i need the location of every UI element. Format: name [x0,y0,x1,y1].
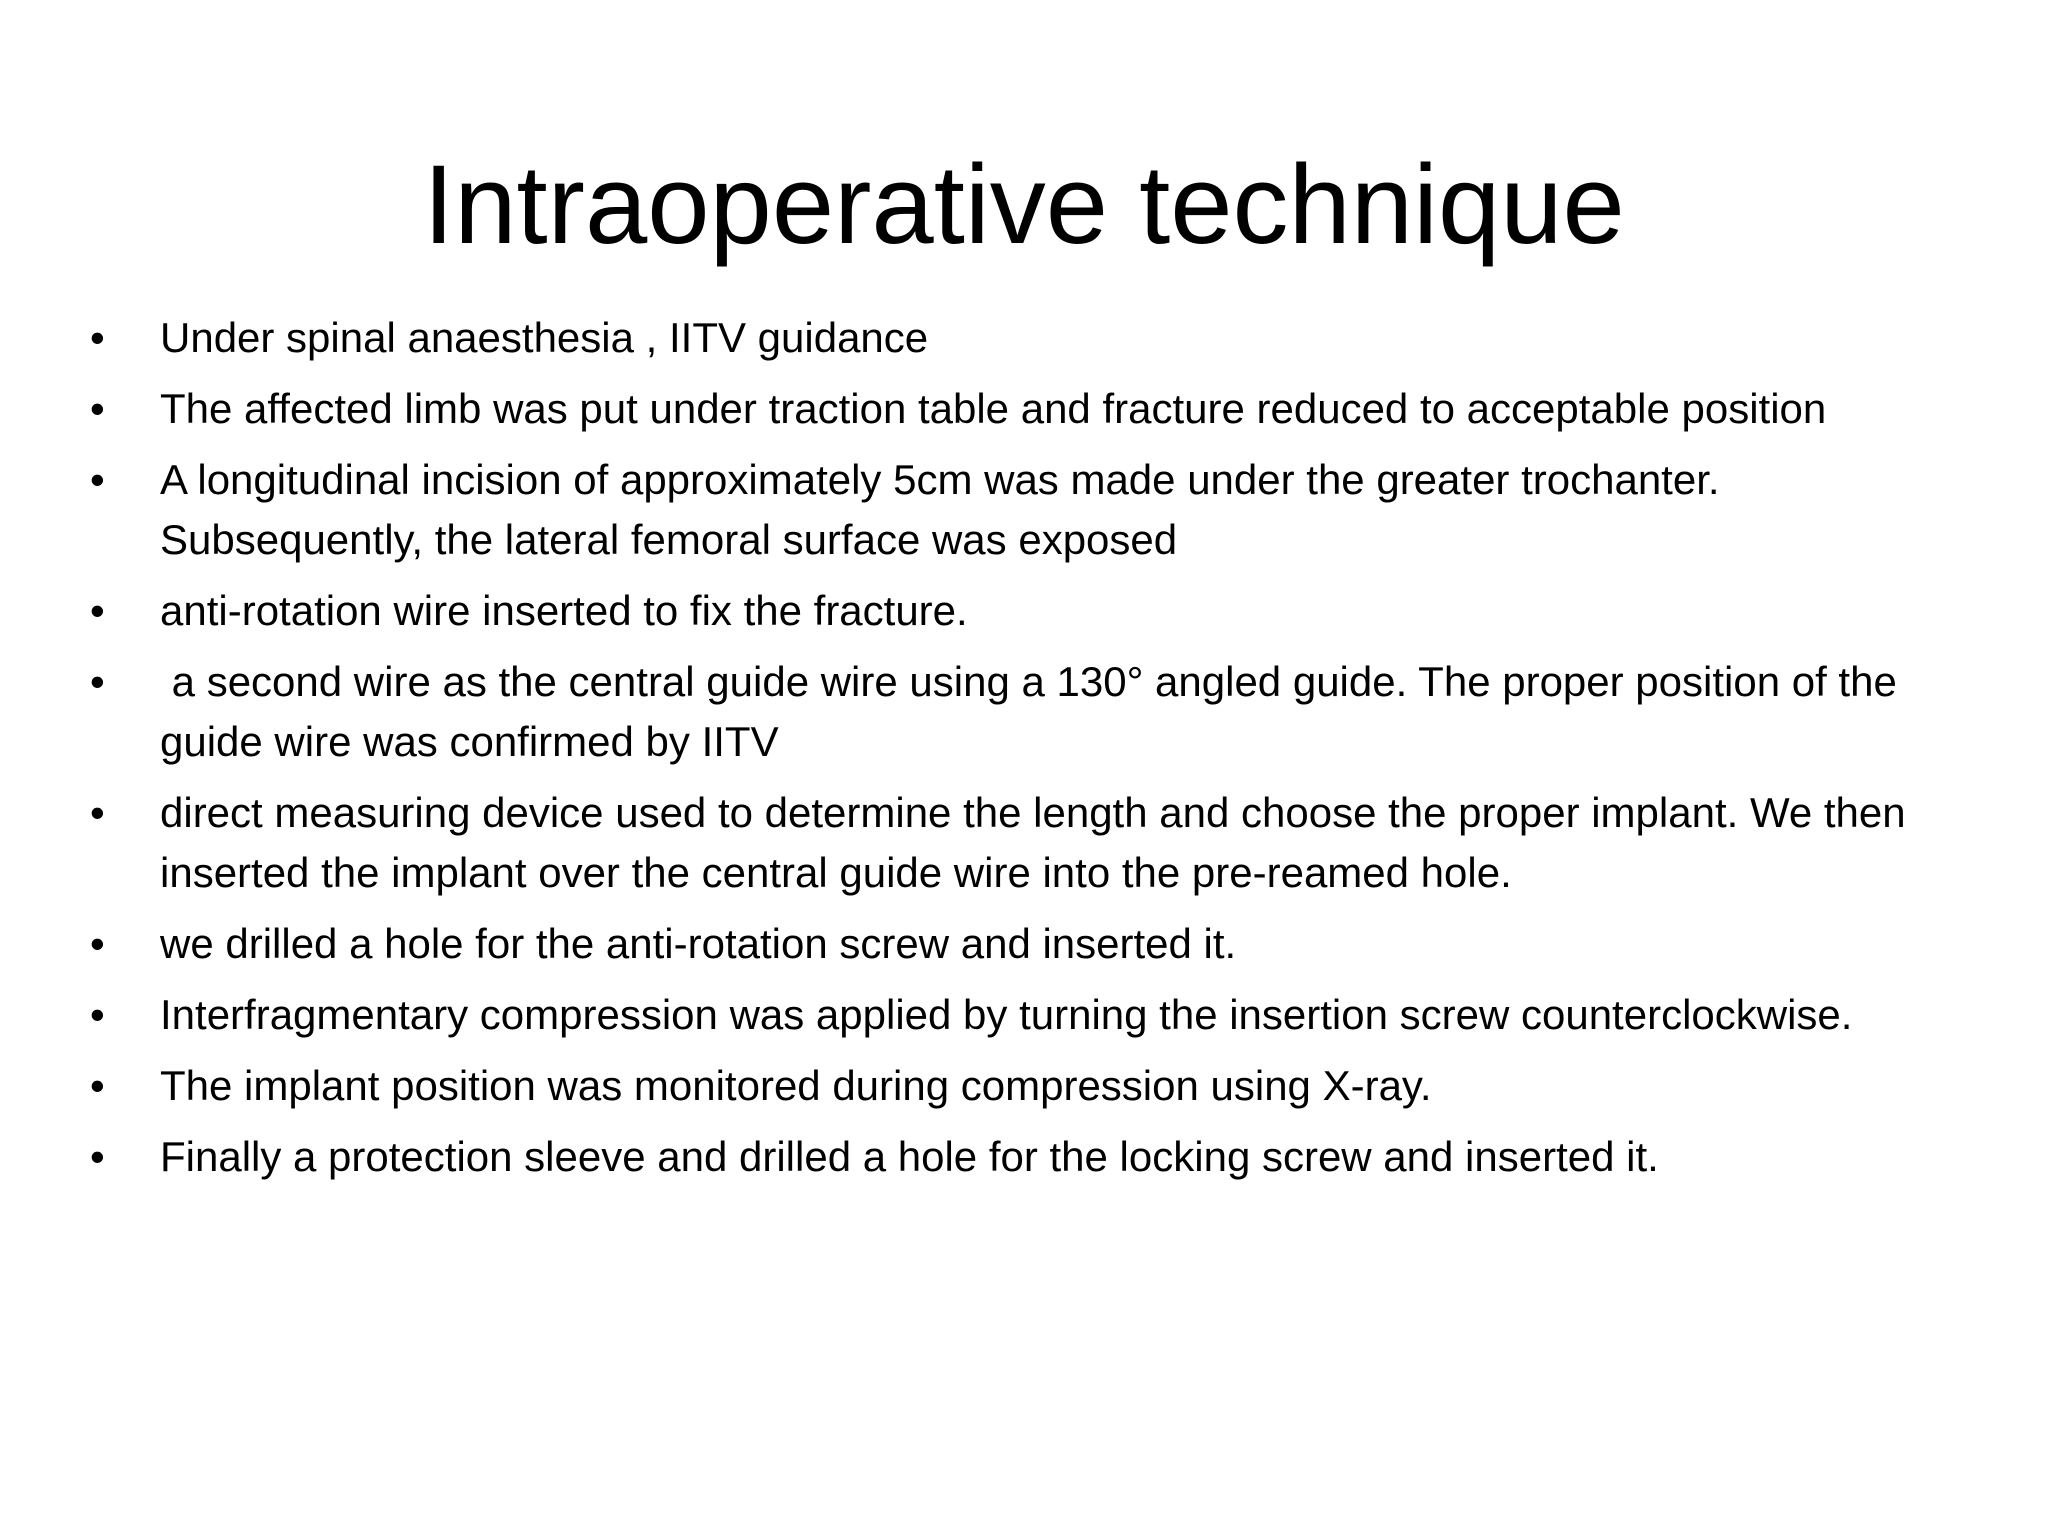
bullet-item [90,581,1970,641]
bullet-text: a second wire as the central guide wire using a 130° angled guide. The proper position of the guide wire was confirmed by IITV [160,658,1909,765]
bullet-text: Interfragmentary compression was applied by turning the insertion screw counterclockwise. [160,991,1853,1038]
bullet-text: The implant position was monitored during compression using X-ray. [160,1062,1432,1109]
bullet-item [90,379,1970,439]
bullet-text: Finally a protection sleeve and drilled a hole for the locking screw and inserted it. [160,1133,1659,1180]
bullet-icon: • [90,658,105,705]
bullet-icon: • [90,587,105,634]
bullet-icon: • [90,1062,105,1109]
bullet-text: we drilled a hole for the anti-rotation screw and inserted it. [160,920,1237,967]
bullet-text: anti-rotation wire inserted to fix the fracture. [160,587,968,634]
bullet-item [90,914,1970,974]
bullet-icon: • [90,1133,105,1180]
bullet-icon: • [90,385,105,432]
bullet-list [90,308,1970,1198]
bullet-text: The affected limb was put under traction table and fracture reduced to acceptable position [160,385,1827,432]
bullet-icon: • [90,456,105,503]
bullet-item [90,1127,1970,1187]
bullet-item [90,652,1970,772]
bullet-item [90,1056,1970,1116]
bullet-item [90,308,1970,368]
bullet-item [90,450,1970,570]
bullet-text: Under spinal anaesthesia , IITV guidance [160,314,929,361]
bullet-item [90,783,1970,903]
bullet-icon: • [90,789,105,836]
bullet-icon: • [90,314,105,361]
bullet-icon: • [90,991,105,1038]
bullet-icon: • [90,920,105,967]
bullet-text: A longitudinal incision of approximately 5cm was made under the greater trochanter. Subsequently, the lateral femoral surface was exposed [160,456,1720,563]
slide-title: Intraoperative technique [423,142,1625,267]
bullet-item [90,985,1970,1045]
bullet-text: direct measuring device used to determine the length and choose the proper implant. We then inserted the implant over the central guide wire into the pre-reamed hole. [160,789,1906,896]
